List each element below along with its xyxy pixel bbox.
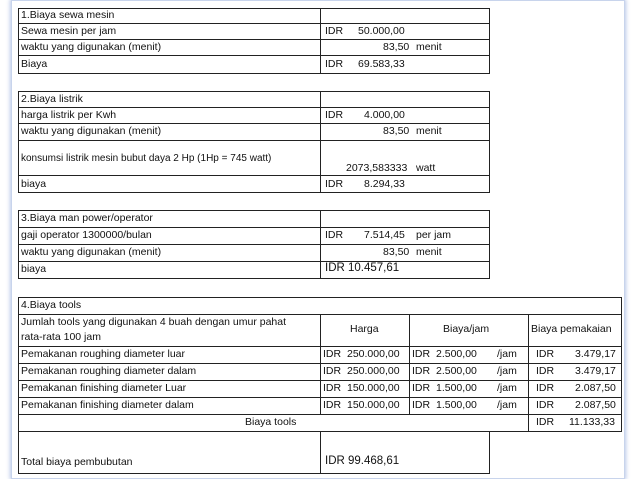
grid-line xyxy=(18,261,490,262)
value: 69.583,33 xyxy=(358,58,405,70)
section-title: 3.Biaya man power/operator xyxy=(21,212,153,224)
grid-line xyxy=(18,55,490,56)
column-header: Harga xyxy=(350,323,379,335)
row-label: gaji operator 1300000/bulan xyxy=(21,229,152,241)
value: 7.514,45 xyxy=(364,229,405,241)
grid-line xyxy=(18,244,490,245)
value: 2.087,50 xyxy=(575,399,616,411)
value: IDR 10.457,61 xyxy=(325,262,400,274)
value: 8.294,33 xyxy=(364,178,405,190)
grid-line xyxy=(18,23,490,24)
grid-line xyxy=(18,91,490,92)
column-header: Biaya pemakaian xyxy=(531,323,612,335)
grid-line xyxy=(320,314,321,414)
grid-line xyxy=(18,297,622,298)
unit: /jam xyxy=(497,348,517,360)
row-label: Sewa mesin per jam xyxy=(21,25,117,37)
currency: IDR xyxy=(325,109,344,121)
currency: IDR xyxy=(325,58,344,70)
unit: per jam xyxy=(416,229,452,241)
grid-line xyxy=(18,39,490,40)
row-label: biaya xyxy=(21,178,47,190)
value: 2.500,00 xyxy=(436,348,477,360)
column-header: Biaya/jam xyxy=(443,323,490,335)
value: 11.133,33 xyxy=(569,416,615,428)
currency: IDR xyxy=(323,399,342,411)
currency: IDR xyxy=(412,382,431,394)
row-label: harga listrik per Kwh xyxy=(21,109,117,121)
unit: menit xyxy=(416,125,442,137)
grid-line xyxy=(18,414,622,415)
row-label: waktu yang digunakan (menit) xyxy=(21,41,162,53)
currency: IDR xyxy=(325,25,344,37)
row-label: Pemakanan roughing diameter dalam xyxy=(21,365,197,377)
grid-line xyxy=(18,192,490,193)
grid-line xyxy=(18,278,490,279)
grid-line xyxy=(621,297,622,431)
grid-line xyxy=(320,210,321,278)
row-label: biaya xyxy=(21,263,47,275)
value: 1.500,00 xyxy=(436,399,477,411)
value: 2.500,00 xyxy=(436,365,477,377)
row-label: konsumsi listrik mesin bubut daya 2 Hp (1Hp = 745 watt) xyxy=(21,153,272,164)
unit: /jam xyxy=(497,399,517,411)
grid-line xyxy=(18,140,490,141)
row-label: Pemakanan roughing diameter luar xyxy=(21,348,186,360)
unit: menit xyxy=(416,41,442,53)
grid-line xyxy=(409,314,410,414)
unit: /jam xyxy=(497,382,517,394)
row-label: waktu yang digunakan (menit) xyxy=(21,125,162,137)
value: 83,50 xyxy=(383,246,410,258)
row-label: Jumlah tools yang digunakan 4 buah dengan umur pahat xyxy=(21,316,287,328)
value: 83,50 xyxy=(383,41,410,53)
section-title: 1.Biaya sewa mesin xyxy=(21,9,115,21)
value: 1.500,00 xyxy=(436,382,477,394)
value: 150.000,00 xyxy=(347,382,400,394)
grid-line xyxy=(489,431,490,473)
value: 4.000,00 xyxy=(364,109,405,121)
grand-total-label: Total biaya pembubutan xyxy=(21,456,133,468)
section-title: 4.Biaya tools xyxy=(21,299,82,311)
unit: menit xyxy=(416,246,442,258)
value: 83,50 xyxy=(383,125,410,137)
grid-line xyxy=(320,8,321,73)
currency: IDR xyxy=(323,382,342,394)
currency: IDR xyxy=(325,178,344,190)
grid-line xyxy=(489,91,490,192)
value: 250.000,00 xyxy=(347,365,400,377)
unit: watt xyxy=(416,162,436,174)
grid-line xyxy=(18,123,490,124)
row-label: rata-rata 100 jam xyxy=(21,331,101,343)
grid-line xyxy=(320,91,321,192)
currency: IDR xyxy=(536,382,555,394)
value: 250.000,00 xyxy=(347,348,400,360)
grid-line xyxy=(18,8,19,73)
currency: IDR xyxy=(323,365,342,377)
grid-line xyxy=(320,431,321,473)
grid-line xyxy=(18,91,19,192)
row-label: Pemakanan finishing diameter Luar xyxy=(21,382,187,394)
value: 3.479,17 xyxy=(575,348,616,360)
grand-total-value: IDR 99.468,61 xyxy=(325,455,400,467)
section-title: 2.Biaya listrik xyxy=(21,93,83,105)
grid-line xyxy=(18,107,490,108)
unit: /jam xyxy=(497,365,517,377)
currency: IDR xyxy=(536,348,555,360)
value: 3.479,17 xyxy=(575,365,616,377)
grid-line xyxy=(18,175,490,176)
currency: IDR xyxy=(536,399,555,411)
row-label: Pemakanan finishing diameter dalam xyxy=(21,399,194,411)
currency: IDR xyxy=(323,348,342,360)
currency: IDR xyxy=(536,416,555,428)
value: 150.000,00 xyxy=(347,399,400,411)
total-label: Biaya tools xyxy=(245,416,297,428)
row-label: waktu yang digunakan (menit) xyxy=(21,246,162,258)
value: 2.087,50 xyxy=(575,382,616,394)
grid-line xyxy=(18,73,490,74)
currency: IDR xyxy=(325,229,344,241)
currency: IDR xyxy=(412,399,431,411)
value: 50.000,00 xyxy=(358,25,405,37)
grid-line xyxy=(489,8,490,73)
grid-line xyxy=(18,431,19,473)
grid-line xyxy=(528,314,529,431)
grid-line xyxy=(18,297,19,431)
value: 2073,583333 xyxy=(346,162,408,174)
currency: IDR xyxy=(412,365,431,377)
grid-line xyxy=(18,210,19,278)
currency: IDR xyxy=(536,365,555,377)
grid-line xyxy=(18,210,490,211)
grid-line xyxy=(489,210,490,278)
grid-line xyxy=(18,227,490,228)
grid-line xyxy=(18,473,490,474)
row-label: Biaya xyxy=(21,58,48,70)
currency: IDR xyxy=(412,348,431,360)
